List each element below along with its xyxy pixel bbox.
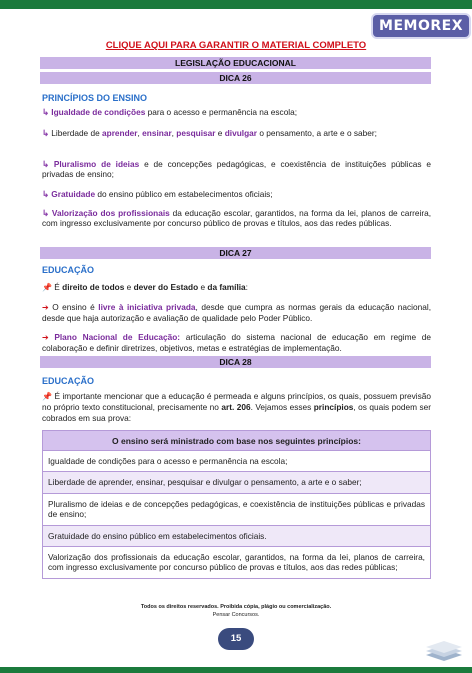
dica-26-item-1: ↳ Igualdade de condições para o acesso e permanência na escola; bbox=[42, 107, 298, 117]
dica-28-heading: EDUCAÇÃO bbox=[42, 376, 95, 386]
dica-26-item-4: ↳ Gratuidade do ensino público em estabelecimentos oficiais; bbox=[42, 189, 273, 199]
dica-27-p3: ➔ Plano Nacional de Educação: articulação do sistema nacional de educação em regime de colaboração e definir diretrizes, objetivos, metas e estratégias de implementação. bbox=[42, 332, 431, 354]
table-row: Valorização dos profissionais da educação escolar, garantidos, na forma da lei, planos de carreira, com ingresso exclusivamente por concurso público de provas e títulos, aos das redes públicas; bbox=[48, 552, 425, 573]
dica-26-item-5: ↳ Valorização dos profissionais da educação escolar, garantidos, na forma da lei, planos de carreira, com ingresso exclusivamente por concurso público de provas e títulos, aos das redes públicas. bbox=[42, 208, 432, 229]
arrow-icon: ↳ bbox=[42, 189, 49, 199]
dica-27-bar: DICA 27 bbox=[40, 247, 431, 259]
dica-26-bar: DICA 26 bbox=[40, 72, 431, 84]
red-arrow-icon: ➔ bbox=[42, 333, 49, 342]
page-number: 15 bbox=[218, 628, 254, 650]
dica-26-heading: PRINCÍPIOS DO ENSINO bbox=[42, 93, 148, 103]
books-stack-icon bbox=[422, 641, 466, 663]
table-row: Pluralismo de ideias e de concepções pedagógicas, e coexistência de instituições públicas e privadas de ensino; bbox=[43, 494, 430, 526]
dica-28-bar: DICA 28 bbox=[40, 356, 431, 368]
dica-27-heading: EDUCAÇÃO bbox=[42, 265, 95, 275]
principles-table bbox=[42, 430, 431, 579]
footer-rights: Todos os direitos reservados. Proibida cópia, plágio ou comercialização. bbox=[140, 604, 332, 610]
table-row: Gratuidade do ensino público em estabelecimentos oficiais. bbox=[43, 526, 430, 547]
red-arrow-icon: ➔ bbox=[42, 303, 49, 312]
dica-27-p1: 📌 É direito de todos e dever do Estado e da família: bbox=[42, 282, 248, 292]
arrow-icon: ↳ bbox=[42, 208, 49, 218]
table-row: Igualdade de condições para o acesso e permanência na escola; bbox=[43, 451, 430, 472]
cta-link[interactable]: CLIQUE AQUI PARA GARANTIR O MATERIAL COMPLETO bbox=[105, 40, 367, 51]
pushpin-icon: 📌 bbox=[42, 283, 52, 292]
dica-26-item-3: ↳ Pluralismo de ideias e de concepções pedagógicas, e coexistência de instituições públicas e privadas de ensino; bbox=[42, 159, 431, 180]
arrow-icon: ↳ bbox=[42, 128, 49, 138]
bottom-green-bar bbox=[0, 667, 472, 673]
dica-26-item-2: ↳ Liberdade de aprender, ensinar, pesquisar e divulgar o pensamento, a arte e o saber; bbox=[42, 128, 377, 138]
pushpin-icon: 📌 bbox=[42, 392, 53, 401]
dica-27-p2: ➔ O ensino é livre à iniciativa privada, desde que cumpra as normas gerais da educação nacional, desde que haja autorização e avaliação de qualidade pelo Poder Público. bbox=[42, 302, 432, 324]
footer-brand: Pensar Concursos. bbox=[212, 612, 260, 618]
arrow-icon: ↳ bbox=[42, 107, 49, 117]
footer bbox=[0, 603, 472, 619]
arrow-icon: ↳ bbox=[42, 159, 49, 169]
table-row: Liberdade de aprender, ensinar, pesquisar e divulgar o pensamento, a arte e o saber; bbox=[43, 472, 430, 493]
cta-container bbox=[0, 35, 472, 53]
table-header: O ensino será ministrado com base nos seguintes princípios: bbox=[43, 431, 430, 451]
top-green-bar bbox=[0, 0, 472, 9]
logo-text: MEMOREX bbox=[373, 15, 469, 37]
section-title-bar: LEGISLAÇÃO EDUCACIONAL bbox=[40, 57, 431, 69]
dica-28-p1: 📌 É importante mencionar que a educação é permeada e alguns princípios, os quais, possuem previsão no próprio texto constitucional, precisamente no art. 206. Vejamos esses princípios, os quais podem ser cobrados em sua prova: bbox=[42, 391, 431, 423]
